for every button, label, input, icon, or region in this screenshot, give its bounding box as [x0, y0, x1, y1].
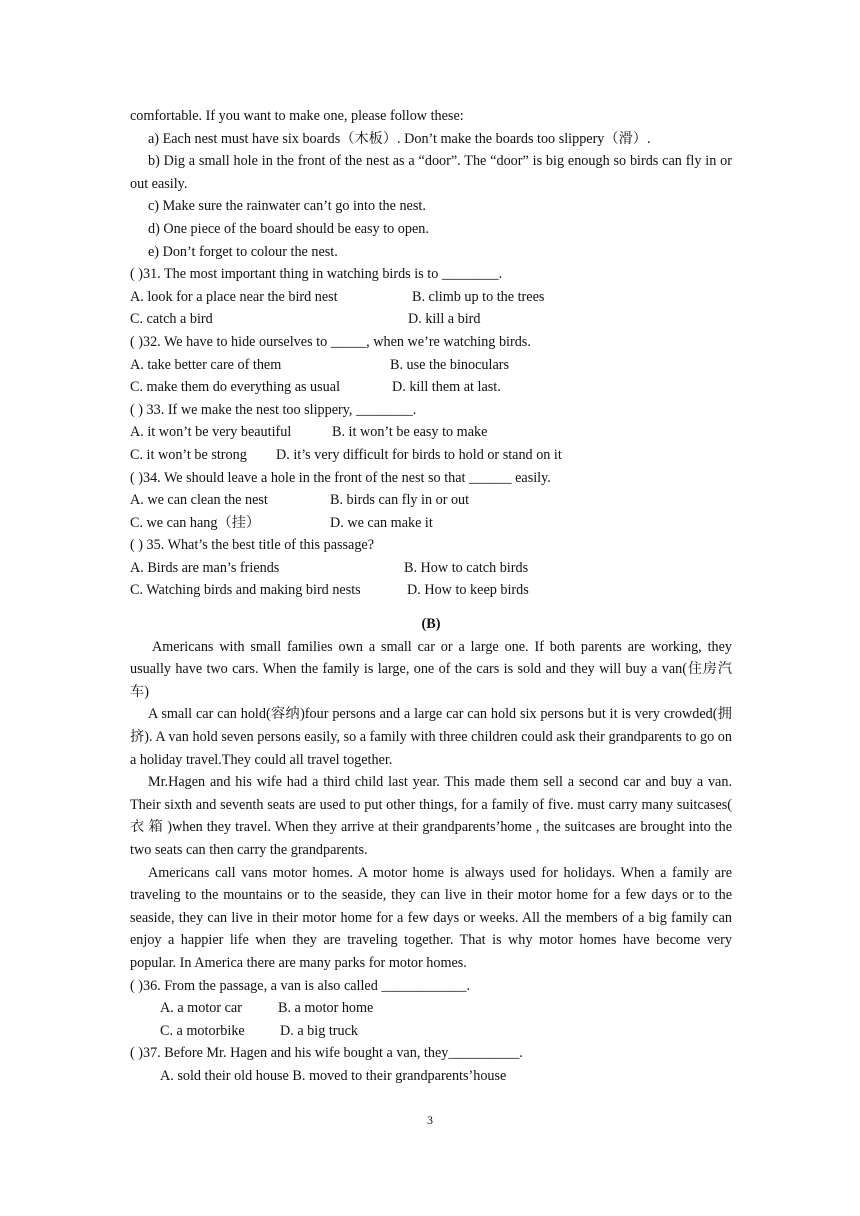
rule-b: b) Dig a small hole in the front of the nest as a “door”. The “door” is big enough so birds can fly in or out easily. — [130, 153, 732, 192]
rule-c: c) Make sure the rainwater can’t go into the nest. — [148, 198, 426, 215]
q36-option-a: A. a motor car — [160, 1000, 242, 1017]
q32-option-b: B. use the binoculars — [390, 356, 509, 373]
q32-option-a: A. take better care of them — [130, 356, 282, 373]
q35-options-row-1 — [130, 557, 732, 580]
section-b-heading: (B) — [421, 616, 441, 633]
q33-options-row-1 — [130, 421, 732, 444]
q32-options-row-1 — [130, 354, 732, 377]
q32-option-d: D. kill them at last. — [392, 379, 501, 396]
q34-options-row-2 — [130, 512, 732, 535]
q31-option-a: A. look for a place near the bird nest — [130, 288, 338, 305]
q33-option-b: B. it won’t be easy to make — [332, 424, 488, 441]
passage-paragraph-3: Mr.Hagen and his wife had a third child last year. This made them sell a second car and buy a van. Their sixth and seventh seats are used to put other things, for a family of five. must carry many suitcases( 衣 箱 )when they travel. When they arrive at their grandparents’home , the suitcases are brought into the two seats can then carry the grandparents. — [130, 774, 732, 858]
q35-option-d: D. How to keep birds — [407, 582, 529, 599]
question-37: ( )37. Before Mr. Hagen and his wife bought a van, they__________. — [130, 1045, 523, 1062]
q31-option-c: C. catch a bird — [130, 311, 213, 328]
q36-option-d: D. a big truck — [280, 1022, 359, 1039]
question-36: ( )36. From the passage, a van is also called ____________. — [130, 977, 471, 994]
rule-a: a) Each nest must have six boards（木板）. Don’t make the boards too slippery（滑）. — [148, 130, 651, 147]
q32-options-row-2 — [130, 376, 732, 399]
q35-option-b: B. How to catch birds — [404, 559, 529, 576]
q36-option-c: C. a motorbike — [160, 1022, 245, 1039]
q35-options-row-2 — [130, 579, 732, 602]
q35-option-c: C. Watching birds and making bird nests — [130, 582, 361, 599]
q31-option-d: D. kill a bird — [408, 311, 481, 328]
q34-options-row-1 — [130, 489, 732, 512]
passage-paragraph-1: Americans with small families own a small car or a large one. If both parents are working, they usually have two cars. When the family is large, one of the cars is sold and they will buy a van(住房汽车) — [130, 638, 732, 700]
q37-options-row-1: A. sold their old house B. moved to their grandparents’house — [160, 1067, 507, 1084]
q33-option-d: D. it’s very difficult for birds to hold or stand on it — [276, 446, 562, 463]
question-31: ( )31. The most important thing in watching birds is to ________. — [130, 266, 503, 283]
q35-option-a: A. Birds are man’s friends — [130, 559, 280, 576]
q34-option-d: D. we can make it — [330, 514, 433, 531]
q32-option-c: C. make them do everything as usual — [130, 379, 341, 396]
question-35: ( ) 35. What’s the best title of this passage? — [130, 537, 375, 554]
q33-options-row-2 — [130, 444, 732, 467]
q36-options-row-2 — [130, 1020, 732, 1043]
q34-option-a: A. we can clean the nest — [130, 492, 268, 509]
passage-paragraph-2: A small car can hold(容纳)four persons and a large car can hold six persons but it is very crowded(拥挤). A van hold seven persons easily, so a family with three children could ask their grandparents to go on a holiday travel.They could all travel together. — [130, 706, 732, 768]
question-33: ( ) 33. If we make the nest too slippery, ________. — [130, 401, 417, 418]
q31-options-row-1 — [130, 286, 732, 309]
passage-paragraph-4: Americans call vans motor homes. A motor home is always used for holidays. When a family are traveling to the mountains or to the seaside, they can live in their motor home for a few days or to the seaside, they can live in their motor home for a few days or weeks. All the members of a big family can enjoy a happier life when they are traveling together. That is why motor homes have become very popular. In America there are many parks for motor homes. — [130, 864, 732, 971]
q31-option-b: B. climb up to the trees — [412, 288, 545, 305]
rule-d: d) One piece of the board should be easy to open. — [148, 220, 429, 237]
q33-option-c: C. it won’t be strong — [130, 446, 247, 463]
q34-option-c: C. we can hang（挂） — [130, 514, 261, 531]
q36-option-b: B. a motor home — [278, 1000, 374, 1017]
document-page — [130, 105, 732, 1088]
q36-options-row-1 — [130, 997, 732, 1020]
q33-option-a: A. it won’t be very beautiful — [130, 424, 292, 441]
q31-options-row-2 — [130, 308, 732, 331]
rule-e: e) Don’t forget to colour the nest. — [148, 243, 338, 260]
page-number: 3 — [427, 1113, 433, 1127]
question-34: ( )34. We should leave a hole in the front of the nest so that ______ easily. — [130, 469, 551, 486]
q34-option-b: B. birds can fly in or out — [330, 492, 470, 509]
intro-line: comfortable. If you want to make one, please follow these: — [130, 108, 464, 124]
question-32: ( )32. We have to hide ourselves to _____, when we’re watching birds. — [130, 333, 531, 350]
